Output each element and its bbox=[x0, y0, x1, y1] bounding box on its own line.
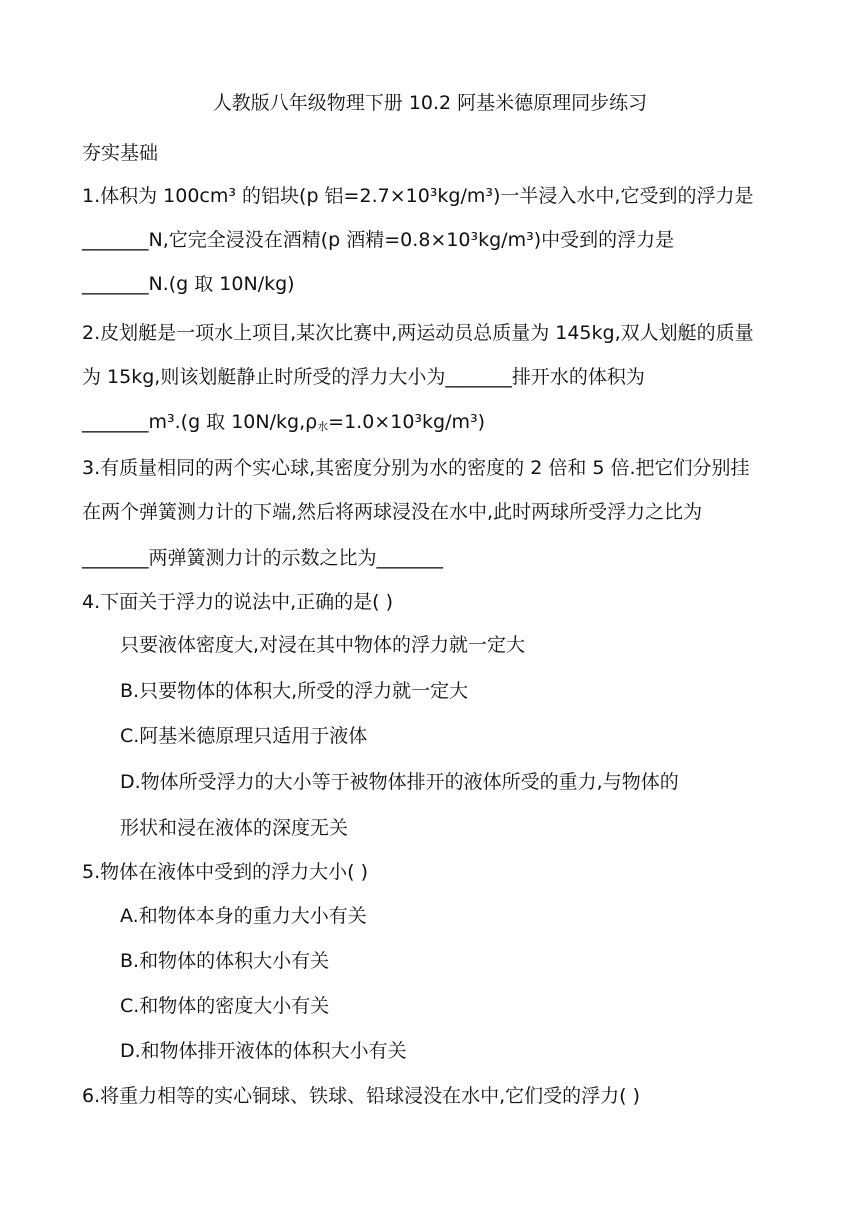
question-5-option-d: D.和物体排开液体的体积大小有关 bbox=[120, 1040, 407, 1062]
question-3-line-2: 在两个弹簧测力计的下端,然后将两球浸没在水中,此时两球所受浮力之比为 bbox=[82, 501, 703, 523]
question-5-option-c: C.和物体的密度大小有关 bbox=[120, 995, 330, 1017]
question-4-option-d-line-2: 形状和浸在液体的深度无关 bbox=[120, 817, 349, 839]
question-4-option-d-line-1: D.物体所受浮力的大小等于被物体排开的液体所受的重力,与物体的 bbox=[120, 771, 679, 793]
section-heading: 夯实基础 bbox=[82, 142, 159, 164]
question-6-stem: 6.将重力相等的实心铜球、铁球、铅球浸没在水中,它们受的浮力( ) bbox=[82, 1085, 641, 1107]
question-1-line-3: _______N.(g 取 10N/kg) bbox=[82, 273, 295, 295]
question-4-option-b: B.只要物体的体积大,所受的浮力就一定大 bbox=[120, 680, 469, 702]
question-2-line-3 bbox=[82, 400, 778, 444]
question-5-stem: 5.物体在液体中受到的浮力大小( ) bbox=[82, 861, 368, 883]
question-1-line-1: 1.体积为 100cm³ 的铝块(p 铝=2.7×10³kg/m³)一半浸入水中,它受到的浮力是 bbox=[82, 185, 754, 207]
question-5-option-a: A.和物体本身的重力大小有关 bbox=[120, 905, 367, 927]
question-2-line-3-pre: _______m³.(g 取 10N/kg,ρ bbox=[82, 411, 318, 433]
question-1-line-2: _______N,它完全浸没在酒精(p 酒精=0.8×10³kg/m³)中受到的浮力是 bbox=[82, 229, 675, 251]
question-2-line-2: 为 15kg,则该划艇静止时所受的浮力大小为_______排开水的体积为 bbox=[82, 366, 645, 388]
question-2-line-1: 2.皮划艇是一项水上项目,某次比赛中,两运动员总质量为 145kg,双人划艇的质量 bbox=[82, 322, 754, 344]
question-2-line-3-post: =1.0×10³kg/m³) bbox=[328, 411, 486, 433]
question-4-option-c: C.阿基米德原理只适用于液体 bbox=[120, 725, 368, 747]
document-title: 人教版八年级物理下册 10.2 阿基米德原理同步练习 bbox=[212, 92, 648, 114]
question-5-option-b: B.和物体的体积大小有关 bbox=[120, 950, 330, 972]
question-4-option-a: 只要液体密度大,对浸在其中物体的浮力就一定大 bbox=[120, 634, 526, 656]
question-3-line-3: _______两弹簧测力计的示数之比为_______ bbox=[82, 547, 444, 569]
question-3-line-1: 3.有质量相同的两个实心球,其密度分别为水的密度的 2 倍和 5 倍.把它们分别挂 bbox=[82, 457, 750, 479]
question-4-stem: 4.下面关于浮力的说法中,正确的是( ) bbox=[82, 591, 394, 613]
rho-water-subscript: 水 bbox=[317, 420, 329, 433]
